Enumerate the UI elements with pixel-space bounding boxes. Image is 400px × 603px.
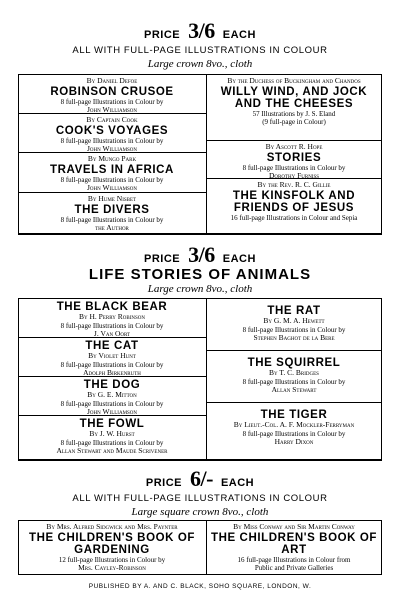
book-entry [20,155,204,192]
entry-title: THE TIGER [260,409,328,421]
entry-illustration-note: 8 full-page Illustrations in Colour by [60,399,164,408]
section1-price-word: PRICE [144,29,181,41]
section2-price-word: PRICE [144,253,181,265]
entry-title: THE CHILDREN'S BOOK OF ART [210,531,378,556]
book-entry [20,379,204,416]
book-entry [20,301,204,338]
section1-format: Large crown 8vo., cloth [147,58,253,70]
entry-title: COOK'S VOYAGES [55,124,169,137]
section1-center-rule [206,74,207,234]
entry-illustrator: the Author [95,222,129,232]
entry-title: THE RAT [267,305,321,317]
section2-right-rule [381,298,382,460]
entry-author-line: By the Duchess of Buckingham and Chandos [227,76,361,85]
entry-illustration-note: 12 full-page Illustrations in Colour by [58,555,166,564]
entry-title: WILLY WIND, AND JOCK AND THE CHEESES [220,85,368,110]
entry-illustrator: John Williamson [86,406,138,416]
section3-price-word: PRICE [145,477,182,489]
entry-illustration-detail: (9 full-page in Colour) [262,117,326,126]
entry-title: THE CAT [85,340,139,352]
section2-format: Large crown 8vo., cloth [147,283,253,295]
section3-right-rule [381,520,382,575]
entry-illustration-note: 8 full-page Illustrations in Colour by [60,360,164,369]
book-entry [20,116,204,153]
section2-subtitle: LIFE STORIES OF ANIMALS [88,266,312,283]
book-entry [20,523,204,572]
entry-illustration-note: 8 full-page Illustrations in Colour by [60,321,164,330]
section2-price: 3/6 [188,242,215,267]
entry-illustration-note: 8 full-page Illustrations in Colour by [60,97,164,106]
entry-illustrator: Harry Dixon [274,436,314,446]
book-entry [209,181,379,222]
section2-right-sep [206,402,382,403]
section2-center-rule [206,298,207,460]
section2-bottom-rule [18,459,382,461]
entry-illustrator: John Williamson [86,143,138,153]
entry-title: STORIES [266,151,322,164]
entry-title: THE DOG [83,379,141,391]
section1-left-rule [18,74,19,234]
entry-illustration-note: 8 full-page Illustrations in Colour by [242,429,346,438]
entry-title: THE FOWL [79,418,145,430]
entry-author-line: By J. W. Hurst [89,429,135,438]
book-entry [20,195,204,232]
entry-illustration-note: 8 full-page Illustrations in Colour by [242,163,346,172]
entry-illustrator: John Williamson [86,104,138,114]
entry-author-line: By the Rev. R. C. Gillie [257,180,331,189]
entry-author-line: By Ascott R. Hope [265,142,323,151]
section3-top-rule [18,520,382,521]
section3-price: 6/- [190,466,213,491]
entry-title: THE CHILDREN'S BOOK OF GARDENING [28,531,196,556]
book-entry [20,340,204,377]
entry-illustration-note: 8 full-page Illustrations in Colour by [242,325,346,334]
section1-bottom-rule [18,233,382,235]
entry-illustration-note: 57 Illustrations by J. S. Eland [252,109,336,118]
entry-author-line: By H. Perry Robinson [79,312,145,321]
section1-each: EACH [222,29,256,41]
book-entry [209,409,379,446]
section1-price-line [0,18,400,44]
section1-subtitle: ALL WITH FULL-PAGE ILLUSTRATIONS IN COLOUR [72,45,328,56]
entry-author-line: By Daniel Defoe [86,76,138,85]
section2-price-line [0,242,400,268]
section3-price-line [0,466,400,492]
entry-illustration-note: 8 full-page Illustrations in Colour by [60,136,164,145]
entry-author-line: By T. C. Bridges [269,368,319,377]
book-entry [209,305,379,342]
book-entry [209,357,379,394]
book-entry [209,523,379,572]
entry-author-line: By G. M. A. Hewett [263,316,325,325]
entry-author-line: By Hume Nisbet [87,194,137,203]
section1-top-rule [18,74,382,75]
entry-illustration-note: 16 full-page Illustrations in Colour from [237,555,351,564]
entry-illustrator: Adolph Birkenruth [83,367,141,377]
entry-illustrator: Stephen Baghot de la Bere [253,332,335,342]
section3-each: EACH [220,477,255,489]
section3-subtitle: ALL WITH FULL-PAGE ILLUSTRATIONS IN COLOUR [72,493,328,504]
entry-author-line: By Captain Cook [86,115,138,124]
entry-author-line: By Lieut.-Col. A. F. Mockler-Ferryman [233,420,355,429]
section1-right-sep [206,140,382,141]
entry-illustration-note: 8 full-page Illustrations in Colour by [60,438,164,447]
book-entry [209,77,379,126]
section3-format: Large square crown 8vo., cloth [131,506,269,518]
entry-title: THE DIVERS [74,203,150,216]
book-entry [209,143,379,180]
entry-title: ROBINSON CRUSOE [50,85,174,98]
section2-right-sep [206,350,382,351]
entry-illustration-note: 16 full-page Illustrations in Colour and Sepia [230,213,358,222]
entry-author-line: By Mrs. Alfred Sidgwick and Mrs. Paynter [46,522,178,531]
entry-illustrator: Allan Stewart and Maude Scrivener [56,445,168,455]
book-entry [20,418,204,455]
entry-illustration-note: 8 full-page Illustrations in Colour by [242,377,346,386]
entry-illustrator: Dorothy Furniss [268,170,320,180]
entry-illustrator: John Williamson [86,182,138,192]
section1-left-sep [18,192,206,193]
section2-each: EACH [222,253,256,265]
publisher-footer: PUBLISHED BY A. AND C. BLACK, SOHO SQUARE, LONDON, W. [88,583,312,590]
section2-left-rule [18,298,19,460]
entry-illustrator: J. Van Oort [93,328,131,338]
section3-center-rule [206,520,207,575]
entry-title: THE KINSFOLK AND FRIENDS OF JESUS [232,189,356,214]
entry-illustrator: Allan Stewart [271,384,317,394]
section1-price: 3/6 [188,18,215,43]
entry-illustration-note: 8 full-page Illustrations in Colour by [60,175,164,184]
entry-illustration-note: 8 full-page Illustrations in Colour by [60,215,164,224]
entry-author-line: By Miss Conway and Sir Martin Conway [233,522,355,531]
entry-author-line: By Mungo Park [87,154,137,163]
entry-author-line: By Violet Hunt [88,351,136,360]
section3-bottom-rule [18,574,382,575]
entry-author-line: By G. E. Mitton [87,390,137,399]
entry-title: THE SQUIRREL [247,357,341,369]
entry-illustrator: Mrs. Cayley-Robinson [78,562,146,572]
section1-right-rule [381,74,382,234]
book-entry [20,77,204,114]
entry-title: THE BLACK BEAR [56,301,168,313]
entry-illustration-source: Public and Private Galleries [254,563,334,572]
section3-left-rule [18,520,19,575]
section2-top-rule [18,298,382,299]
entry-title: TRAVELS IN AFRICA [50,163,174,176]
